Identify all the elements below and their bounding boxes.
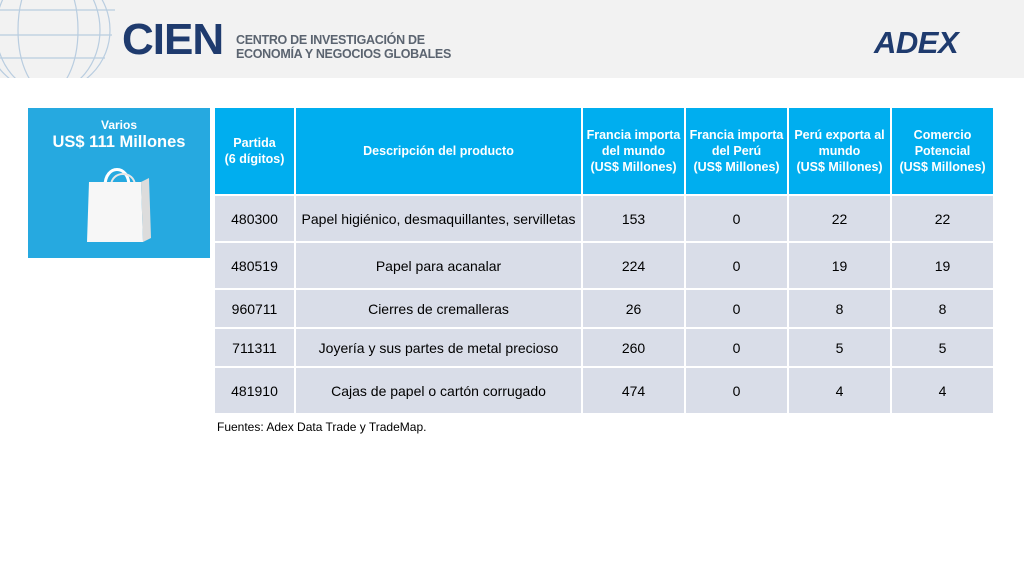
cell-potencial: 5 [892,329,993,366]
header-line: (US$ Millones) [899,160,986,174]
cell-descripcion: Cierres de cremalleras [296,290,581,327]
header-line: del Perú [711,144,762,158]
column-header-francia-mundo [583,108,684,194]
header-line: Francia importa [689,128,784,142]
table-row [215,290,993,327]
cell-potencial: 8 [892,290,993,327]
header-bar [0,0,1024,78]
cell-peru-mundo: 4 [789,368,890,413]
cell-francia-mundo: 26 [583,290,684,327]
cell-partida: 960711 [215,290,294,327]
cell-peru-mundo: 5 [789,329,890,366]
cell-francia-peru: 0 [686,368,787,413]
header-line: Comercio [913,128,972,142]
table-row [215,368,993,413]
column-header-descripcion [296,108,581,194]
header-line: (US$ Millones) [796,160,883,174]
cell-descripcion: Papel higiénico, desmaquillantes, servilletas [296,196,581,241]
cell-potencial: 22 [892,196,993,241]
header-line: mundo [818,144,861,158]
table-row [215,196,993,241]
category-label: Varios [100,118,138,132]
cell-potencial: 19 [892,243,993,288]
cell-descripcion: Cajas de papel o cartón corrugado [296,368,581,413]
cien-logo: CIEN [122,15,224,64]
source-note: Fuentes: Adex Data Trade y TradeMap. [217,420,427,434]
header-line: Potencial [914,144,971,158]
cell-francia-mundo: 224 [583,243,684,288]
header-line: del mundo [601,144,666,158]
organization-name-line-2: ECONOMÍA Y NEGOCIOS GLOBALES [236,47,452,61]
cell-peru-mundo: 8 [789,290,890,327]
cell-partida: 711311 [215,329,294,366]
category-amount: US$ 111 Millones [52,133,186,151]
column-header-francia-peru [686,108,787,194]
column-header-partida [215,108,294,194]
cell-francia-mundo: 474 [583,368,684,413]
header-line: Descripción del producto [363,144,514,158]
header-line: Partida [233,136,276,150]
table-header-row [215,108,993,194]
cell-partida: 480519 [215,243,294,288]
organization-name-line-1: CENTRO DE INVESTIGACIÓN DE [236,33,425,47]
cell-francia-mundo: 260 [583,329,684,366]
table-row [215,329,993,366]
header-line: (US$ Millones) [693,160,780,174]
cell-descripcion: Joyería y sus partes de metal precioso [296,329,581,366]
cell-francia-peru: 0 [686,196,787,241]
column-header-peru-mundo [789,108,890,194]
cell-descripcion: Papel para acanalar [296,243,581,288]
category-summary-box [28,108,210,258]
cell-partida: 481910 [215,368,294,413]
adex-logo: ADEX [874,25,959,60]
header-line: (6 dígitos) [224,152,285,166]
table-row [215,243,993,288]
header-line: Perú exporta al [794,128,885,142]
shopping-bag-icon [85,160,153,246]
cell-partida: 480300 [215,196,294,241]
cell-francia-peru: 0 [686,243,787,288]
header-line: (US$ Millones) [590,160,677,174]
cell-potencial: 4 [892,368,993,413]
column-header-potencial [892,108,993,194]
product-table [213,106,995,415]
header-line: Francia importa [586,128,681,142]
cell-francia-mundo: 153 [583,196,684,241]
cell-francia-peru: 0 [686,290,787,327]
globe-icon [0,0,130,78]
cell-francia-peru: 0 [686,329,787,366]
cell-peru-mundo: 22 [789,196,890,241]
organization-name [236,33,451,61]
cell-peru-mundo: 19 [789,243,890,288]
